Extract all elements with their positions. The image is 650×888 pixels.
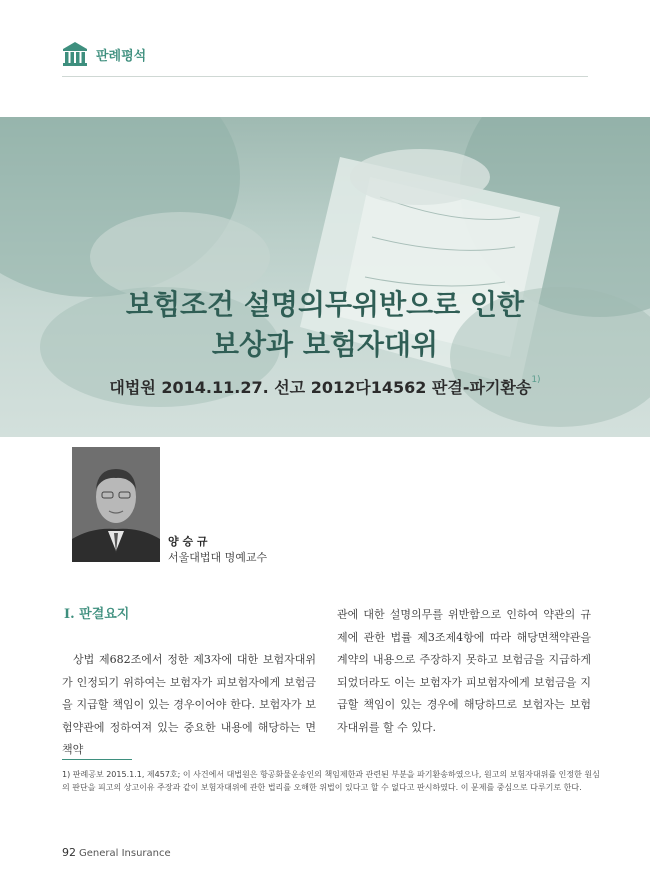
author-affiliation: 서울대법대 명예교수 [168,551,268,564]
section-heading: Ⅰ. 판결요지 [64,607,130,622]
right-column [337,605,591,739]
left-column [62,605,316,762]
footnote [62,768,602,794]
article-title-line2: 보상과 보험자대위 [211,328,439,361]
page-number: 92 [62,846,76,859]
hero-banner [0,117,650,437]
case-citation [0,375,650,398]
section-label: 판례평석 [96,48,147,64]
article-title [0,285,650,365]
author-name: 양 승 규 [168,535,208,548]
section-header [62,38,146,70]
footnote-marker: 1) [531,375,541,385]
page-folio [62,846,171,859]
footnote-text: 판례공보 2015.1.1, 제457호; 이 사건에서 대법원은 항공화물운송인의 책임제한과 관련된 부분을 파기환송하였으나, 원고의 보험자대위를 인정한 원심의 판단을 피고의 상고이유 주장과 같이 보험자대위에 관한 법리를 오해한 위법이 있다고 할 수 없다고 판시하였다. 이 문제를 중심으로 다루기로 한다. [62,770,600,792]
author-photo [72,447,160,562]
footnote-number: 1) [62,770,71,779]
article-title-line1: 보험조건 설명의무위반으로 인한 [125,288,525,321]
case-citation-text: 대법원 2014.11.27. 선고 2012다14562 판결-파기환송 [109,378,532,397]
magazine-name: General Insurance [79,848,171,859]
body-paragraph-left: 상법 제682조에서 정한 제3자에 대한 보험자대위가 인정되기 위하여는 보험자가 피보험자에게 보험금을 지급할 책임이 있는 경우이어야 한다. 보험자가 보험약관에 정하여져 있는 중요한 내용에 해당하는 면책약 [62,653,316,756]
body-paragraph-right: 관에 대한 설명의무를 위반함으로 인하여 약관의 규제에 관한 법률 제3조제4항에 따라 해당면책약관을 계약의 내용으로 주장하지 못하고 보험금을 지급하게 되었더라도 이는 보험자가 피보험자에게 보험금을 지급할 책임이 있는 경우에 해당하므로 보험자는 보험자대위를 할 수 있다. [337,608,591,734]
pillar-icon [62,41,88,67]
header-divider [62,76,588,77]
footnote-divider [62,759,132,760]
